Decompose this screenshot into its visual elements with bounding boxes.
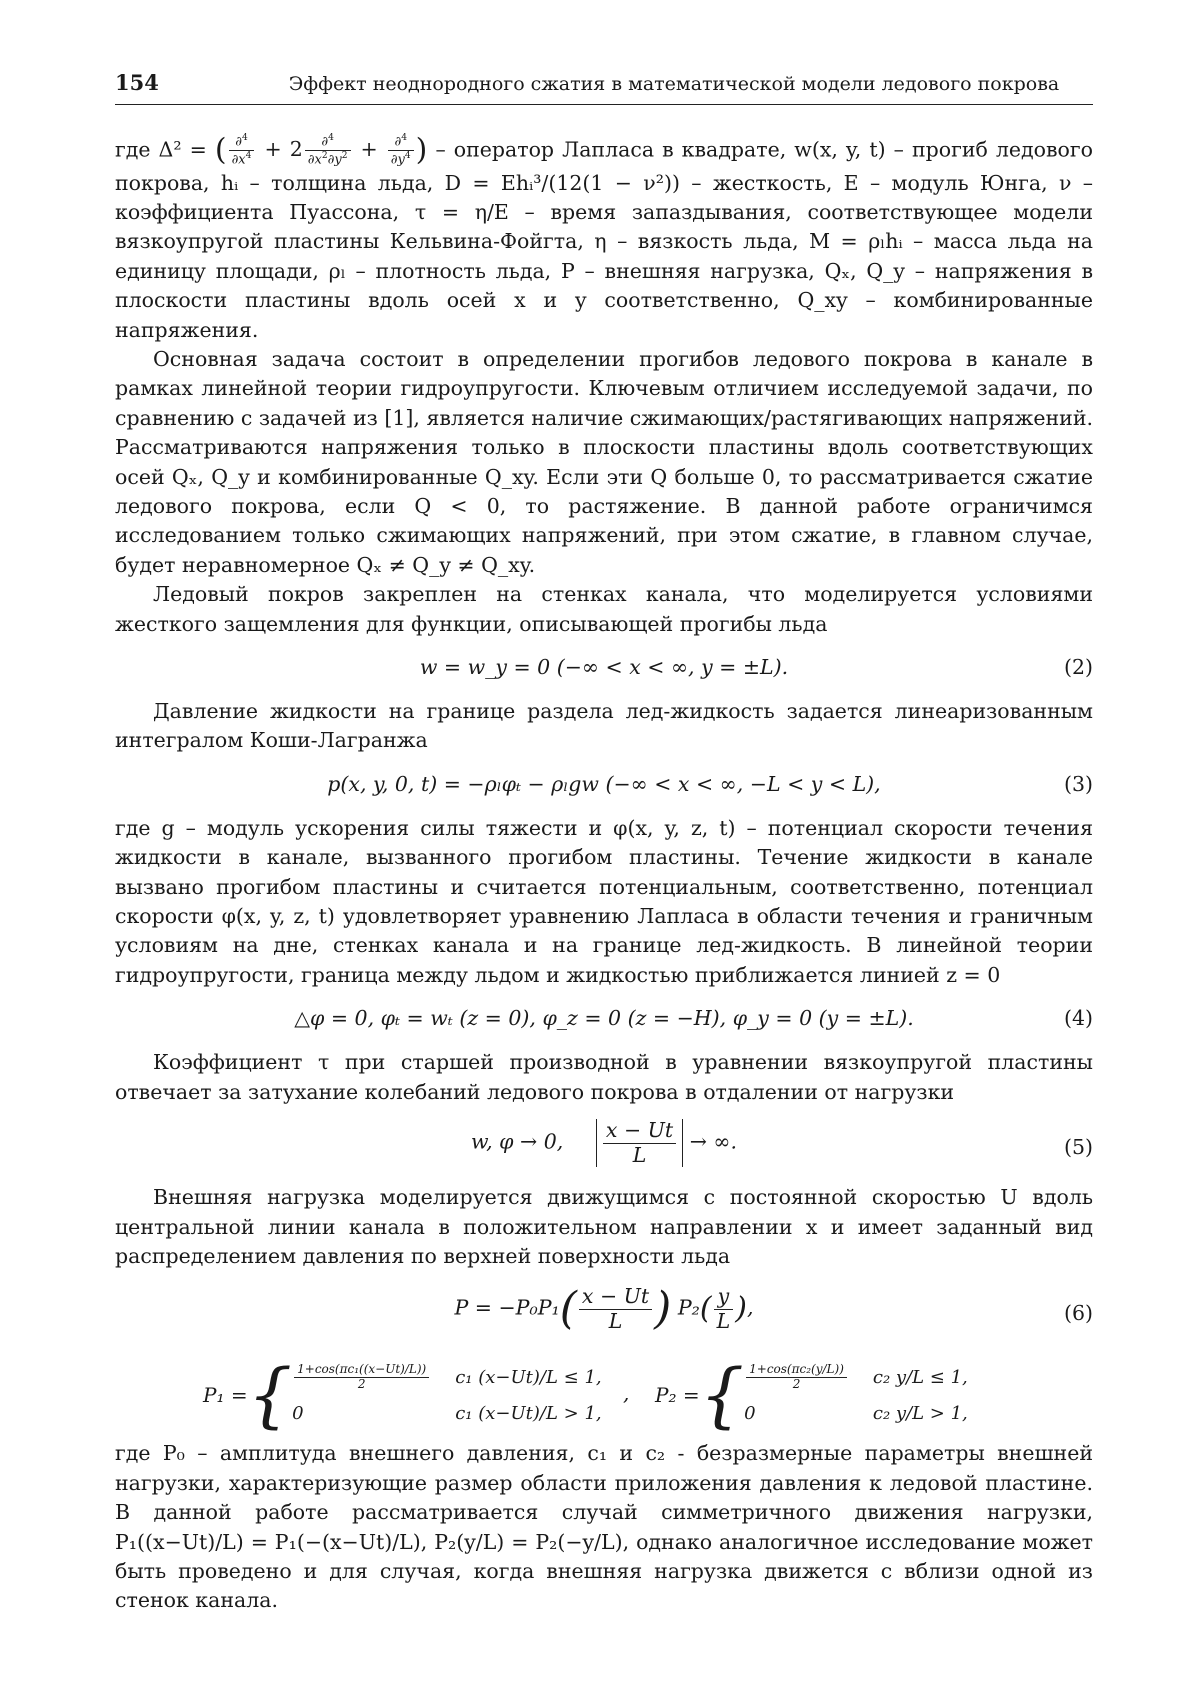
equation-piecewise <box>115 1351 1093 1439</box>
p2-label: P₂ = <box>655 1383 700 1407</box>
equation-2-number: (2) <box>1064 655 1093 679</box>
piecewise-p1: P₁ = { 1+cos(πc₁((x−Ut)/L)) 2 c₁ (x−Ut)/L ≤ 1, 0 c₁ (x−Ut)/L > 1, <box>203 1351 602 1439</box>
definitions-lead: где Δ² = <box>115 137 215 161</box>
laplacian-squared-formula: ( ∂4 ∂x4 + 2 ∂4 ∂x2∂y2 + ∂4 ∂y4 ) <box>215 137 436 161</box>
p2-top-denominator: 2 <box>746 1378 847 1392</box>
equation-6-denominator: L <box>579 1310 652 1334</box>
running-title: Эффект неоднородного сжатия в математической модели ледового покрова <box>255 73 1093 95</box>
equation-4-number: (4) <box>1064 1006 1093 1030</box>
p2-condition-1: c₂ y/L ≤ 1, <box>873 1367 968 1388</box>
paragraph-load: Внешняя нагрузка моделируется движущимся с постоянной скоростью U вдоль центральной линии канала в положительном направлении x и имеет заданный вид распределением давления по верхней поверхности льда <box>115 1183 1093 1271</box>
p2-cases <box>744 1359 968 1431</box>
equation-2-body: w = w_y = 0 (−∞ < x < ∞, y = ±L). <box>115 655 1093 679</box>
p1-condition-1: c₁ (x−Ut)/L ≤ 1, <box>455 1367 601 1388</box>
equation-5 <box>115 1107 1093 1183</box>
equation-5-numerator: x − Ut <box>603 1119 676 1144</box>
paragraph-potential: где g – модуль ускорения силы тяжести и φ(x, y, z, t) – потенциал скорости течения жидкости в канале, вызванного прогибом пластины. Течение жидкости в канале вызвано прогибом пластины и считается потенциальным, соответственно, потенциал скорости φ(x, y, z, t) удовлетворяет уравнению Лапласа в области течения и граничным условиям на дне, стенках канала и на границе лед-жидкость. В линейной теории гидроупругости, граница между льдом и жидкостью приближается линией z = 0 <box>115 814 1093 990</box>
equation-5-right: → ∞. <box>690 1130 737 1154</box>
paragraph-definitions <box>115 133 1093 345</box>
equation-4-body: △φ = 0, φₜ = wₜ (z = 0), φ_z = 0 (z = −H), φ_y = 0 (y = ±L). <box>115 1006 1093 1030</box>
paper-page <box>115 70 1093 1616</box>
p1-zero: 0 <box>292 1403 303 1424</box>
p1-cases <box>292 1359 602 1431</box>
equation-6-y-numerator: y <box>714 1285 734 1310</box>
running-header <box>115 70 1093 105</box>
equation-5-left: w, φ → 0, <box>471 1130 563 1154</box>
equation-5-body <box>115 1119 1093 1167</box>
paragraph-main-task: Основная задача состоит в определении прогибов ледового покрова в канале в рамках линейной теории гидроупругости. Ключевым отличием исследуемой задачи, по сравнению с задачей из [1], является наличие сжимающих/растягивающих напряжений. Рассматриваются напряжения только в плоскости пластины вдоль соответствующих осей Qₓ, Q_y и комбинированные Q_xy. Если эти Q больше 0, то рассматривается сжатие ледового покрова, если Q < 0, то растяжение. В данной работе ограничимся исследованием только сжимающих напряжений, при этом сжатие, в главном случае, будет неравномерное Qₓ ≠ Q_y ≠ Q_xy. <box>115 345 1093 580</box>
equation-5-abs <box>596 1119 683 1167</box>
equation-2 <box>115 639 1093 697</box>
equation-5-number: (5) <box>1064 1135 1093 1159</box>
equation-6-y-denominator: L <box>714 1310 734 1334</box>
p1-top-numerator: 1+cos(πc₁((x−Ut)/L)) <box>294 1363 429 1378</box>
equation-4 <box>115 990 1093 1048</box>
equation-6-number: (6) <box>1064 1301 1093 1325</box>
equation-3-number: (3) <box>1064 772 1093 796</box>
paragraph-damping: Коэффициент τ при старшей производной в уравнении вязкоупругой пластины отвечает за затухание колебаний ледового покрова в отдалении от нагрузки <box>115 1048 1093 1107</box>
paragraph-boundary: Ледовый покров закреплен на стенках канала, что моделируется условиями жесткого защемления для функции, описывающей прогибы льда <box>115 580 1093 639</box>
equation-6-left: P = −P₀P₁ <box>455 1296 560 1320</box>
equation-5-denominator: L <box>603 1144 676 1168</box>
equation-6-body: P = −P₀P₁( x − Ut L ) P₂( y L ), <box>115 1285 1093 1333</box>
piecewise-separator: , <box>623 1381 629 1405</box>
piecewise-p2: P₂ = { 1+cos(πc₂(y/L)) 2 c₂ y/L ≤ 1, 0 c₂ y/L > 1, <box>655 1351 968 1439</box>
p2-condition-2: c₂ y/L > 1, <box>873 1403 968 1424</box>
equation-3 <box>115 756 1093 814</box>
paragraph-parameters: где P₀ – амплитуда внешнего давления, c₁ и c₂ - безразмерные параметры внешней нагрузки, характеризующие размер области приложения давления к ледовой пластине. В данной работе рассматривается случай симметричного движения нагрузки, P₁((x−Ut)/L) = P₁(−(x−Ut)/L), P₂(y/L) = P₂(−y/L), однако аналогичное исследование может быть проведено и для случая, когда внешняя нагрузка движется с вблизи одной из стенок канала. <box>115 1439 1093 1615</box>
p2-zero: 0 <box>744 1403 755 1424</box>
p1-label: P₁ = <box>203 1383 248 1407</box>
definitions-text: – оператор Лапласа в квадрате, w(x, y, t) – прогиб ледового покрова, hᵢ – толщина льда, D = Ehᵢ³/(12(1 − ν²)) – жесткость, E – модуль Юнга, ν – коэффициента Пуассона, τ = η/E – время запаздывания, соответствующее модели вязкоупругой пластины Кельвина-Фойгта, η – вязкость льда, M = ρₗhᵢ – масса льда на единицу площади, ρₗ – плотность льда, P – внешняя нагрузка, Qₓ, Q_y – напряжения в плоскости пластины вдоль осей x и y соответственно, Q_xy – комбинированные напряжения. <box>115 137 1093 341</box>
p2-top-numerator: 1+cos(πc₂(y/L)) <box>746 1363 847 1378</box>
equation-3-body: p(x, y, 0, t) = −ρₗφₜ − ρₗgw (−∞ < x < ∞, −L < y < L), <box>115 772 1093 796</box>
equation-6 <box>115 1271 1093 1351</box>
equation-6-mid: P₂ <box>678 1296 700 1320</box>
page-number: 154 <box>115 70 255 95</box>
equation-6-numerator: x − Ut <box>579 1285 652 1310</box>
p1-top-denominator: 2 <box>294 1378 429 1392</box>
p1-condition-2: c₁ (x−Ut)/L > 1, <box>455 1403 601 1424</box>
paragraph-pressure: Давление жидкости на границе раздела лед-жидкость задается линеаризованным интегралом Коши-Лагранжа <box>115 697 1093 756</box>
equation-6-tail: , <box>747 1296 754 1320</box>
